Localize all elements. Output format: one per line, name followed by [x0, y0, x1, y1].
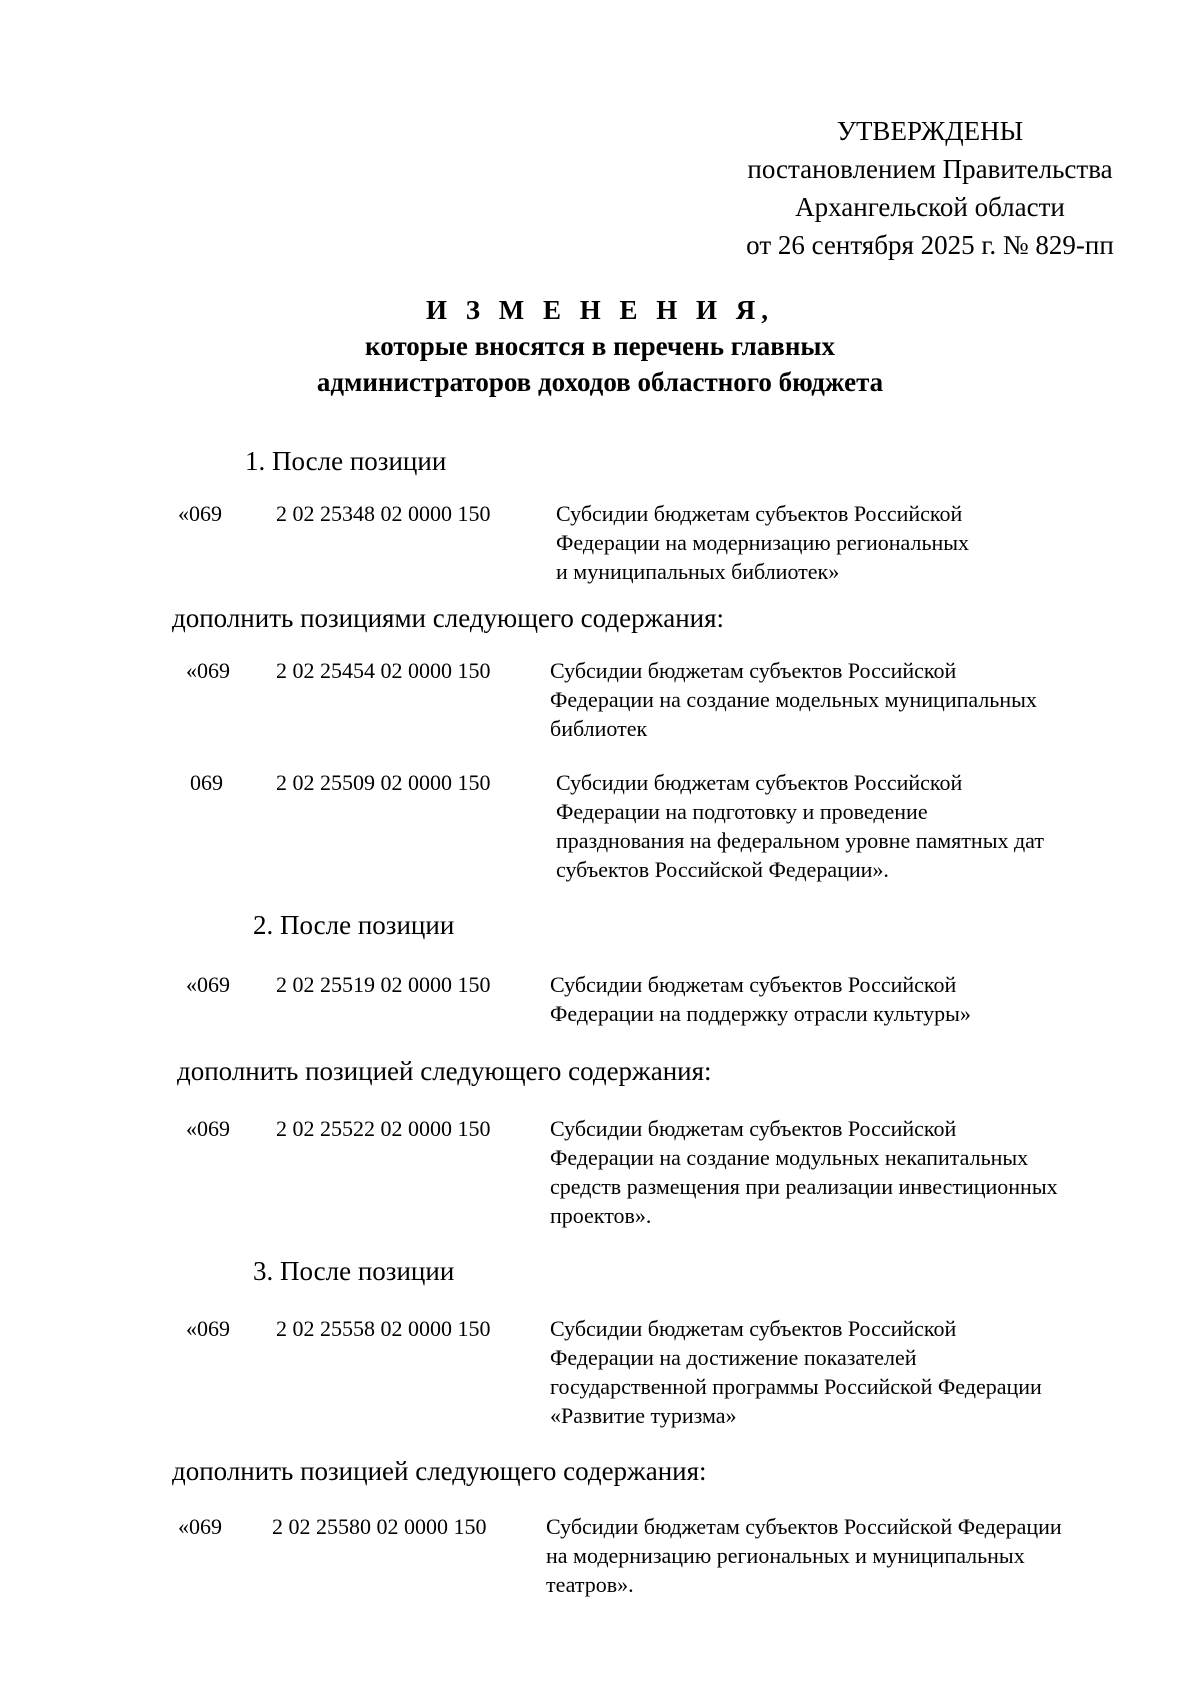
- description-line: государственной программы Российской Федерации: [550, 1374, 1042, 1399]
- description-line: Федерации на модернизацию региональных: [556, 530, 970, 555]
- approval-region: Архангельской области: [795, 192, 1065, 222]
- document-subtitle-line2: администраторов доходов областного бюджета: [316, 367, 884, 397]
- description-line: Субсидии бюджетам субъектов Российской: [556, 770, 963, 795]
- row-admin-code: «069: [178, 1514, 222, 1539]
- description-line: Федерации на подготовку и проведение: [556, 799, 928, 824]
- row-admin-code: «069: [186, 1316, 230, 1341]
- description-line: средств размещения при реализации инвестиционных: [550, 1174, 1058, 1199]
- row-admin-code: «069: [186, 972, 230, 997]
- description-line: Федерации на создание модельных муниципальных: [550, 687, 1037, 712]
- document-subtitle-line1: которые вносятся в перечень главных: [365, 331, 835, 361]
- description-line: Субсидии бюджетам субъектов Российской Федерации: [546, 1514, 1062, 1539]
- description-line: Субсидии бюджетам субъектов Российской: [550, 972, 957, 997]
- description-line: «Развитие туризма»: [550, 1403, 737, 1428]
- item-1-heading: 1. После позиции: [245, 446, 447, 476]
- description-line: театров».: [546, 1572, 634, 1597]
- approval-date-number: от 26 сентября 2025 г. № 829-пп: [746, 230, 1114, 260]
- description-line: Федерации на создание модульных некапитальных: [550, 1145, 1029, 1170]
- row-admin-code: «069: [186, 658, 230, 683]
- row-description: [550, 656, 1037, 743]
- row-budget-code: 2 02 25522 02 0000 150: [276, 1116, 491, 1141]
- item-3-after-row: [0, 1314, 1200, 1428]
- row-admin-code: «069: [186, 1116, 230, 1141]
- description-line: Федерации на достижение показателей: [550, 1345, 917, 1370]
- description-line: Субсидии бюджетам субъектов Российской: [550, 658, 957, 683]
- row-description: [546, 1512, 1062, 1599]
- item-1-new-row-2: [0, 768, 1200, 882]
- description-line: библиотек: [550, 716, 648, 741]
- row-admin-code: 069: [190, 770, 223, 795]
- row-budget-code: 2 02 25558 02 0000 150: [276, 1316, 491, 1341]
- item-3-heading: 3. После позиции: [253, 1256, 455, 1286]
- row-admin-code: «069: [178, 501, 222, 526]
- document-title: И З М Е Н Е Н И Я,: [425, 295, 774, 325]
- row-description: [550, 1114, 1058, 1230]
- description-line: и муниципальных библиотек»: [556, 559, 840, 584]
- row-budget-code: 2 02 25519 02 0000 150: [276, 972, 491, 997]
- approval-title: УТВЕРЖДЕНЫ: [836, 116, 1024, 146]
- row-description: [550, 1314, 1042, 1430]
- item-2-instruction: дополнить позицией следующего содержания:: [177, 1056, 712, 1086]
- item-2-after-row: [0, 970, 1200, 1026]
- item-2-heading: 2. После позиции: [253, 910, 455, 940]
- item-2-new-row-1: [0, 1114, 1200, 1228]
- item-1-instruction: дополнить позициями следующего содержания:: [172, 603, 725, 633]
- row-budget-code: 2 02 25509 02 0000 150: [276, 770, 491, 795]
- approval-stamp: [700, 112, 1160, 264]
- description-line: Федерации на поддержку отрасли культуры»: [550, 1001, 971, 1026]
- document-heading: [0, 292, 1200, 400]
- description-line: Субсидии бюджетам субъектов Российской: [556, 501, 963, 526]
- description-line: Субсидии бюджетам субъектов Российской: [550, 1316, 957, 1341]
- row-description: [556, 768, 1044, 884]
- description-line: празднования на федеральном уровне памятных дат: [556, 828, 1044, 853]
- item-3-new-row-1: [0, 1512, 1200, 1597]
- description-line: на модернизацию региональных и муниципальных: [546, 1543, 1025, 1568]
- row-budget-code: 2 02 25454 02 0000 150: [276, 658, 491, 683]
- row-budget-code: 2 02 25348 02 0000 150: [276, 501, 491, 526]
- item-1-after-row: [0, 499, 1200, 584]
- item-3-instruction: дополнить позицией следующего содержания:: [172, 1456, 707, 1486]
- description-line: субъектов Российской Федерации».: [556, 857, 889, 882]
- description-line: Субсидии бюджетам субъектов Российской: [550, 1116, 957, 1141]
- approval-decree: постановлением Правительства: [747, 154, 1113, 184]
- description-line: проектов».: [550, 1203, 652, 1228]
- row-description: [556, 499, 969, 586]
- item-1-new-row-1: [0, 656, 1200, 741]
- row-description: [550, 970, 971, 1028]
- row-budget-code: 2 02 25580 02 0000 150: [272, 1514, 487, 1539]
